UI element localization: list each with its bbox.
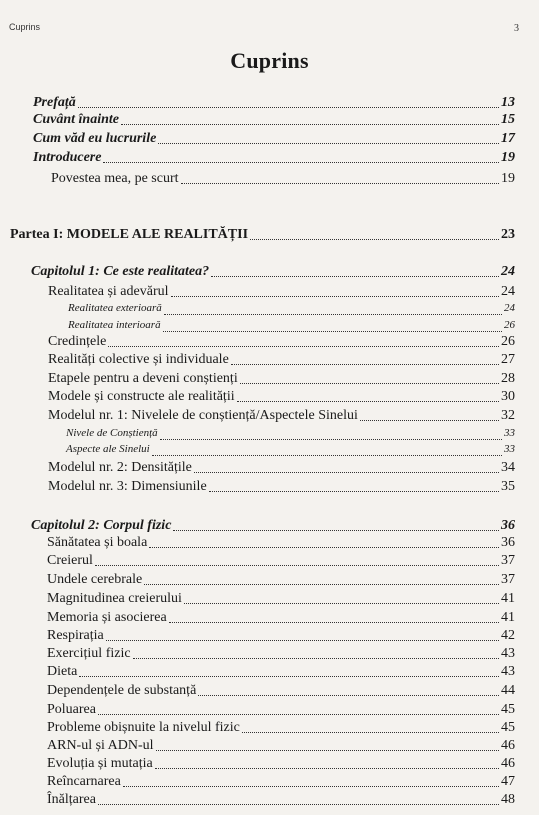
toc-entry[interactable] bbox=[48, 352, 515, 368]
dot-leader bbox=[158, 142, 499, 144]
toc-entry-page: 26 bbox=[504, 319, 515, 331]
toc-entry[interactable] bbox=[47, 628, 515, 644]
toc-entry-page: 48 bbox=[501, 792, 515, 807]
toc-entry[interactable] bbox=[47, 553, 515, 569]
dot-leader bbox=[103, 161, 499, 163]
dot-leader bbox=[171, 295, 500, 297]
toc-entry[interactable] bbox=[47, 738, 515, 754]
dot-leader bbox=[98, 713, 499, 715]
dot-leader bbox=[155, 767, 499, 769]
toc-entry[interactable] bbox=[47, 646, 515, 662]
dot-leader bbox=[237, 400, 499, 402]
toc-entry-label: Realitatea interioară bbox=[68, 319, 161, 331]
toc-subentry[interactable] bbox=[66, 443, 515, 459]
toc-entry-page: 46 bbox=[501, 738, 515, 753]
dot-leader bbox=[78, 106, 499, 108]
dot-leader bbox=[231, 363, 499, 365]
toc-entry-page: 26 bbox=[501, 334, 515, 349]
toc-entry-page: 36 bbox=[501, 535, 515, 550]
dot-leader bbox=[250, 238, 499, 240]
toc-entry-label: Etapele pentru a deveni conștienți bbox=[48, 371, 238, 386]
toc-entry-label: Dependențele de substanță bbox=[47, 683, 197, 698]
toc-entry[interactable] bbox=[48, 460, 515, 476]
toc-entry[interactable] bbox=[47, 720, 515, 736]
toc-entry-page: 43 bbox=[501, 646, 515, 661]
toc-entry[interactable] bbox=[47, 572, 515, 588]
toc-entry-label: Poluarea bbox=[47, 702, 96, 717]
toc-entry-label: ARN-ul și ADN-ul bbox=[47, 738, 154, 753]
toc-entry-cum-vad[interactable] bbox=[33, 131, 515, 147]
dot-leader bbox=[360, 419, 499, 421]
toc-entry-page: 19 bbox=[501, 171, 515, 186]
toc-entry-label: Realitatea exterioară bbox=[68, 302, 162, 314]
dot-leader bbox=[198, 694, 499, 696]
toc-entry-label: Exercițiul fizic bbox=[47, 646, 131, 661]
dot-leader bbox=[160, 438, 502, 440]
toc-entry[interactable] bbox=[47, 702, 515, 718]
dot-leader bbox=[79, 675, 499, 677]
dot-leader bbox=[163, 330, 502, 332]
toc-entry[interactable] bbox=[48, 284, 515, 300]
dot-leader bbox=[169, 621, 499, 623]
toc-entry[interactable] bbox=[47, 535, 515, 551]
toc-entry-page: 28 bbox=[501, 371, 515, 386]
toc-entry-label: Nivele de Conștiență bbox=[66, 427, 158, 439]
toc-subentry[interactable] bbox=[66, 427, 515, 443]
toc-entry-label: Capitolul 2: Corpul fizic bbox=[31, 518, 172, 533]
toc-entry-page: 24 bbox=[501, 264, 515, 279]
toc-entry-label: Respirația bbox=[47, 628, 104, 643]
toc-entry-label: Partea I: MODELE ALE REALITĂȚII bbox=[10, 227, 249, 242]
toc-entry-prefata[interactable] bbox=[33, 95, 515, 111]
dot-leader bbox=[123, 785, 499, 787]
toc-entry-label: Probleme obișnuite la nivelul fizic bbox=[47, 720, 240, 735]
dot-leader bbox=[144, 583, 499, 585]
toc-entry-page: 46 bbox=[501, 756, 515, 771]
toc-entry-label: Realitatea și adevărul bbox=[48, 284, 169, 299]
page-title: Cuprins bbox=[230, 48, 309, 73]
toc-entry-chapter-2[interactable] bbox=[31, 518, 515, 534]
toc-entry-label: Sănătatea și boala bbox=[47, 535, 148, 550]
dot-leader bbox=[98, 803, 499, 805]
toc-entry[interactable] bbox=[48, 408, 515, 424]
page-number: 3 bbox=[514, 23, 519, 34]
dot-leader bbox=[173, 529, 499, 531]
toc-entry-page: 35 bbox=[501, 479, 515, 494]
toc-entry-page: 15 bbox=[501, 112, 515, 127]
toc-entry-label: Dieta bbox=[47, 664, 78, 679]
toc-entry[interactable] bbox=[48, 389, 515, 405]
dot-leader bbox=[106, 639, 499, 641]
toc-subentry[interactable] bbox=[68, 319, 515, 335]
toc-entry-chapter-1[interactable] bbox=[31, 264, 515, 280]
toc-entry[interactable] bbox=[47, 683, 515, 699]
dot-leader bbox=[209, 490, 499, 492]
toc-entry[interactable] bbox=[48, 371, 515, 387]
toc-entry-page: 13 bbox=[501, 95, 515, 110]
toc-entry-label: Credințele bbox=[48, 334, 107, 349]
toc-entry-label: Povestea mea, pe scurt bbox=[51, 171, 179, 186]
dot-leader bbox=[164, 313, 502, 315]
dot-leader bbox=[242, 731, 499, 733]
toc-subentry[interactable] bbox=[68, 302, 515, 318]
toc-entry-page: 24 bbox=[501, 284, 515, 299]
toc-entry[interactable] bbox=[47, 792, 515, 808]
toc-entry-page: 19 bbox=[501, 150, 515, 165]
toc-entry-povestea-mea[interactable] bbox=[51, 171, 515, 187]
toc-entry[interactable] bbox=[48, 334, 515, 350]
toc-entry-part-1[interactable] bbox=[10, 227, 515, 243]
toc-entry-label: Prefață bbox=[33, 95, 76, 110]
toc-entry-label: Capitolul 1: Ce este realitatea? bbox=[31, 264, 210, 279]
toc-entry-label: Evoluția și mutația bbox=[47, 756, 153, 771]
dot-leader bbox=[194, 471, 499, 473]
toc-entry-label: Magnitudinea creierului bbox=[47, 591, 182, 606]
running-header-title: Cuprins bbox=[9, 22, 41, 32]
toc-entry-page: 37 bbox=[501, 572, 515, 587]
toc-entry-page: 43 bbox=[501, 664, 515, 679]
dot-leader bbox=[184, 602, 499, 604]
toc-entry-label: Creierul bbox=[47, 553, 93, 568]
dot-leader bbox=[121, 123, 499, 125]
toc-entry-label: Introducere bbox=[33, 150, 102, 165]
toc-entry-page: 27 bbox=[501, 352, 515, 367]
toc-entry-page: 41 bbox=[501, 591, 515, 606]
dot-leader bbox=[152, 454, 502, 456]
dot-leader bbox=[240, 382, 499, 384]
toc-entry[interactable] bbox=[47, 664, 515, 680]
toc-entry[interactable] bbox=[47, 774, 515, 790]
toc-entry-label: Reîncarnarea bbox=[47, 774, 121, 789]
dot-leader bbox=[149, 546, 499, 548]
toc-entry[interactable] bbox=[47, 591, 515, 607]
toc-entry-label: Cum văd eu lucrurile bbox=[33, 131, 157, 146]
dot-leader bbox=[156, 749, 499, 751]
toc-entry-page: 17 bbox=[501, 131, 515, 146]
toc-entry-page: 41 bbox=[501, 610, 515, 625]
toc-entry-label: Cuvânt înainte bbox=[33, 112, 119, 127]
toc-entry-label: Aspecte ale Sinelui bbox=[66, 443, 150, 455]
toc-entry-page: 36 bbox=[501, 518, 515, 533]
toc-entry-label: Memoria și asocierea bbox=[47, 610, 167, 625]
toc-entry-label: Modele și constructe ale realității bbox=[48, 389, 235, 404]
toc-entry-page: 30 bbox=[501, 389, 515, 404]
toc-entry-label: Realități colective și individuale bbox=[48, 352, 229, 367]
dot-leader bbox=[181, 182, 499, 184]
dot-leader bbox=[211, 275, 499, 277]
toc-entry[interactable] bbox=[47, 610, 515, 626]
toc-entry-page: 34 bbox=[501, 460, 515, 475]
toc-entry-cuvant-inainte[interactable] bbox=[33, 112, 515, 128]
toc-entry-page: 47 bbox=[501, 774, 515, 789]
toc-entry-page: 37 bbox=[501, 553, 515, 568]
toc-entry-page: 33 bbox=[504, 443, 515, 455]
toc-entry-page: 33 bbox=[504, 427, 515, 439]
toc-entry-label: Modelul nr. 3: Dimensiunile bbox=[48, 479, 207, 494]
dot-leader bbox=[108, 345, 499, 347]
toc-entry-page: 45 bbox=[501, 702, 515, 717]
toc-entry-label: Undele cerebrale bbox=[47, 572, 143, 587]
toc-entry-label: Modelul nr. 1: Nivelele de conștiență/Aspectele Sinelui bbox=[48, 408, 358, 423]
toc-entry[interactable] bbox=[48, 479, 515, 495]
dot-leader bbox=[133, 657, 499, 659]
toc-entry-introducere[interactable] bbox=[33, 150, 515, 166]
toc-entry-page: 24 bbox=[504, 302, 515, 314]
dot-leader bbox=[95, 564, 499, 566]
toc-entry[interactable] bbox=[47, 756, 515, 772]
toc-entry-page: 44 bbox=[501, 683, 515, 698]
toc-entry-label: Înălțarea bbox=[47, 792, 96, 807]
toc-entry-page: 32 bbox=[501, 408, 515, 423]
toc-entry-label: Modelul nr. 2: Densitățile bbox=[48, 460, 192, 475]
toc-entry-page: 42 bbox=[501, 628, 515, 643]
toc-entry-page: 45 bbox=[501, 720, 515, 735]
toc-entry-page: 23 bbox=[501, 227, 515, 242]
